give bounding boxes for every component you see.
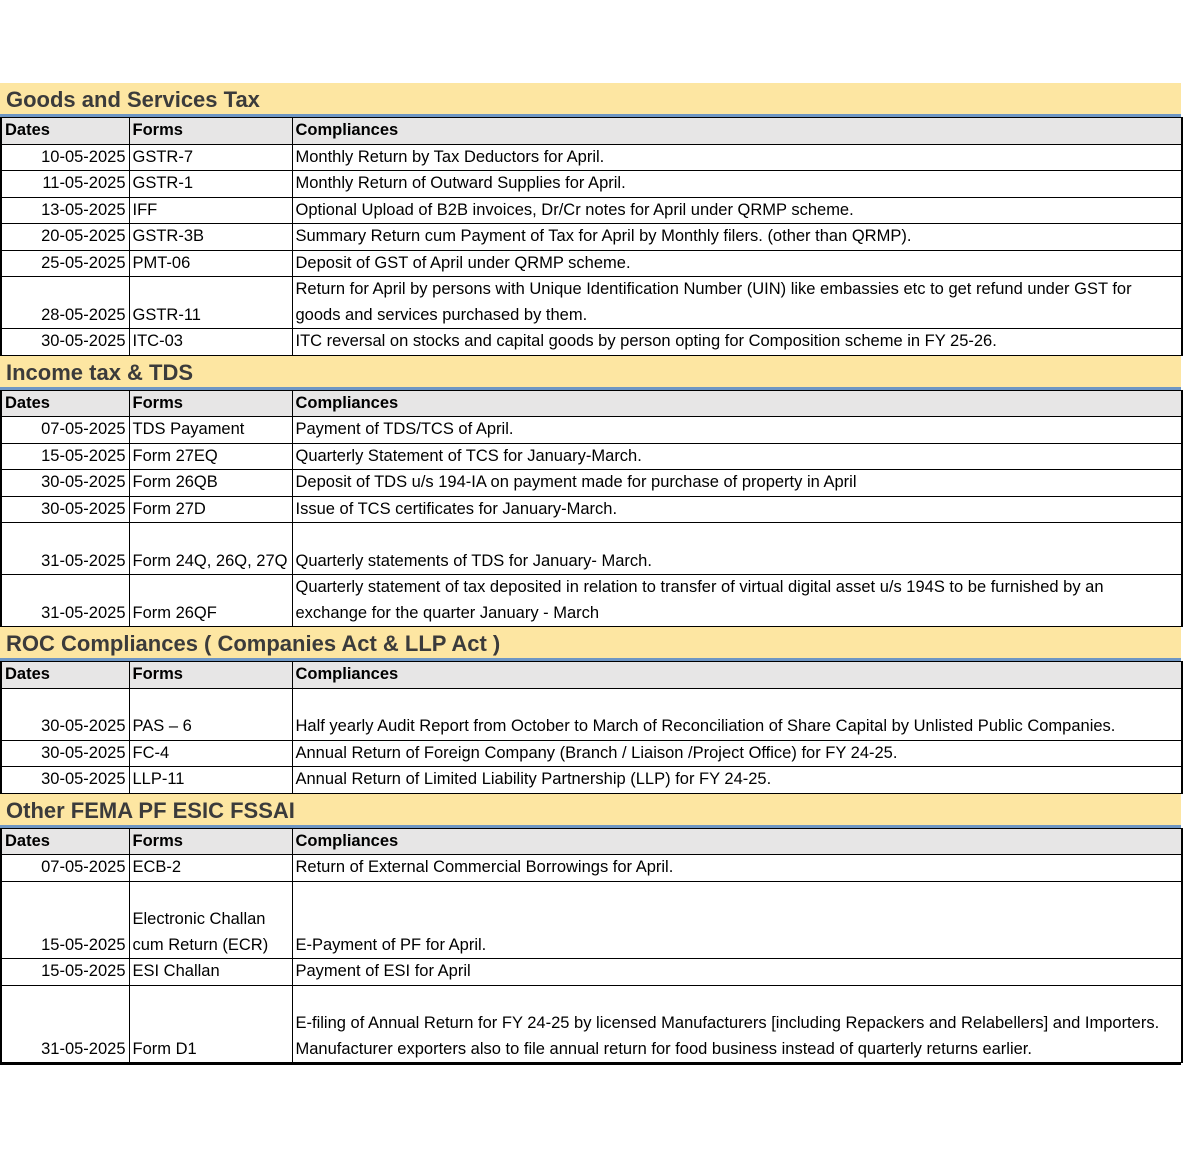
table-row [1, 224, 1182, 251]
header-dates: Dates [1, 662, 129, 689]
compliance-calendar-sheet [0, 83, 1181, 1065]
table-row [1, 277, 1182, 329]
compliance-cell: Deposit of GST of April under QRMP scheme. [292, 250, 1182, 277]
form-cell: Form 27D [129, 496, 292, 523]
compliance-table [0, 117, 1183, 356]
section-title: ROC Compliances ( Companies Act & LLP Act ) [0, 627, 1181, 661]
form-cell: ECB-2 [129, 855, 292, 882]
header-forms: Forms [129, 828, 292, 855]
table-row [1, 855, 1182, 882]
date-cell: 30-05-2025 [1, 496, 129, 523]
date-cell: 31-05-2025 [1, 985, 129, 1063]
date-cell: 11-05-2025 [1, 171, 129, 198]
compliance-cell: Deposit of TDS u/s 194-IA on payment made for purchase of property in April [292, 470, 1182, 497]
header-compliances: Compliances [292, 118, 1182, 145]
date-cell: 07-05-2025 [1, 417, 129, 444]
table-row [1, 959, 1182, 986]
compliance-cell: Return of External Commercial Borrowings for April. [292, 855, 1182, 882]
header-row [1, 828, 1182, 855]
table-row [1, 767, 1182, 794]
date-cell: 15-05-2025 [1, 443, 129, 470]
compliance-cell: Payment of ESI for April [292, 959, 1182, 986]
date-cell: 20-05-2025 [1, 224, 129, 251]
date-cell: 13-05-2025 [1, 197, 129, 224]
header-row [1, 390, 1182, 417]
table-row [1, 417, 1182, 444]
date-cell: 07-05-2025 [1, 855, 129, 882]
form-cell: PMT-06 [129, 250, 292, 277]
compliance-cell: Annual Return of Foreign Company (Branch / Liaison /Project Office) for FY 24-25. [292, 740, 1182, 767]
compliance-cell: Return for April by persons with Unique Identification Number (UIN) like embassies etc to get refund under GST for goods and services purchased by them. [292, 277, 1182, 329]
header-row [1, 118, 1182, 145]
form-cell: GSTR-7 [129, 144, 292, 171]
table-row [1, 171, 1182, 198]
table-row [1, 523, 1182, 575]
date-cell: 15-05-2025 [1, 959, 129, 986]
date-cell: 30-05-2025 [1, 688, 129, 740]
compliance-table [0, 390, 1183, 628]
table-row [1, 575, 1182, 627]
date-cell: 30-05-2025 [1, 470, 129, 497]
compliance-cell: E-Payment of PF for April. [292, 881, 1182, 959]
compliance-cell: Optional Upload of B2B invoices, Dr/Cr notes for April under QRMP scheme. [292, 197, 1182, 224]
section-title: Goods and Services Tax [0, 83, 1181, 117]
compliance-cell: E-filing of Annual Return for FY 24-25 by licensed Manufacturers [including Repackers and Relabellers] and Importers. Manufacturer exporters also to file annual return for food business instead of quarterly returns earlier. [292, 985, 1182, 1063]
section-title: Income tax & TDS [0, 356, 1181, 390]
table-row [1, 985, 1182, 1063]
compliance-cell: Quarterly statement of tax deposited in relation to transfer of virtual digital asset u/s 194S to be furnished by an exchange for the quarter January - March [292, 575, 1182, 627]
form-cell: PAS – 6 [129, 688, 292, 740]
compliance-cell: Summary Return cum Payment of Tax for April by Monthly filers. (other than QRMP). [292, 224, 1182, 251]
form-cell: TDS Payament [129, 417, 292, 444]
form-cell: Form 27EQ [129, 443, 292, 470]
form-cell: GSTR-11 [129, 277, 292, 329]
form-cell: Form D1 [129, 985, 292, 1063]
form-cell: ITC-03 [129, 329, 292, 356]
compliance-table [0, 661, 1183, 794]
compliance-cell: Monthly Return of Outward Supplies for April. [292, 171, 1182, 198]
form-cell: Form 24Q, 26Q, 27Q [129, 523, 292, 575]
compliance-cell: Half yearly Audit Report from October to March of Reconciliation of Share Capital by Unlisted Public Companies. [292, 688, 1182, 740]
header-forms: Forms [129, 662, 292, 689]
date-cell: 31-05-2025 [1, 523, 129, 575]
date-cell: 30-05-2025 [1, 329, 129, 356]
header-compliances: Compliances [292, 828, 1182, 855]
date-cell: 15-05-2025 [1, 881, 129, 959]
compliance-table [0, 828, 1183, 1064]
form-cell: FC-4 [129, 740, 292, 767]
form-cell: LLP-11 [129, 767, 292, 794]
date-cell: 28-05-2025 [1, 277, 129, 329]
form-cell: GSTR-3B [129, 224, 292, 251]
compliance-cell: Payment of TDS/TCS of April. [292, 417, 1182, 444]
form-cell: Form 26QF [129, 575, 292, 627]
section-title: Other FEMA PF ESIC FSSAI [0, 794, 1181, 828]
header-dates: Dates [1, 390, 129, 417]
table-row [1, 329, 1182, 356]
table-row [1, 250, 1182, 277]
form-cell: GSTR-1 [129, 171, 292, 198]
compliance-cell: Quarterly statements of TDS for January- March. [292, 523, 1182, 575]
header-compliances: Compliances [292, 390, 1182, 417]
table-row [1, 688, 1182, 740]
compliance-cell: Monthly Return by Tax Deductors for April. [292, 144, 1182, 171]
date-cell: 30-05-2025 [1, 767, 129, 794]
compliance-cell: Quarterly Statement of TCS for January-March. [292, 443, 1182, 470]
header-row [1, 662, 1182, 689]
table-row [1, 144, 1182, 171]
form-cell: Electronic Challan cum Return (ECR) [129, 881, 292, 959]
compliance-cell: Annual Return of Limited Liability Partnership (LLP) for FY 24-25. [292, 767, 1182, 794]
table-row [1, 443, 1182, 470]
form-cell: ESI Challan [129, 959, 292, 986]
table-row [1, 740, 1182, 767]
compliance-cell: ITC reversal on stocks and capital goods by person opting for Composition scheme in FY 25-26. [292, 329, 1182, 356]
date-cell: 30-05-2025 [1, 740, 129, 767]
date-cell: 25-05-2025 [1, 250, 129, 277]
header-forms: Forms [129, 390, 292, 417]
table-row [1, 881, 1182, 959]
table-row [1, 197, 1182, 224]
table-row [1, 470, 1182, 497]
header-forms: Forms [129, 118, 292, 145]
date-cell: 31-05-2025 [1, 575, 129, 627]
date-cell: 10-05-2025 [1, 144, 129, 171]
compliance-cell: Issue of TCS certificates for January-March. [292, 496, 1182, 523]
form-cell: IFF [129, 197, 292, 224]
table-row [1, 496, 1182, 523]
header-dates: Dates [1, 118, 129, 145]
header-compliances: Compliances [292, 662, 1182, 689]
header-dates: Dates [1, 828, 129, 855]
form-cell: Form 26QB [129, 470, 292, 497]
